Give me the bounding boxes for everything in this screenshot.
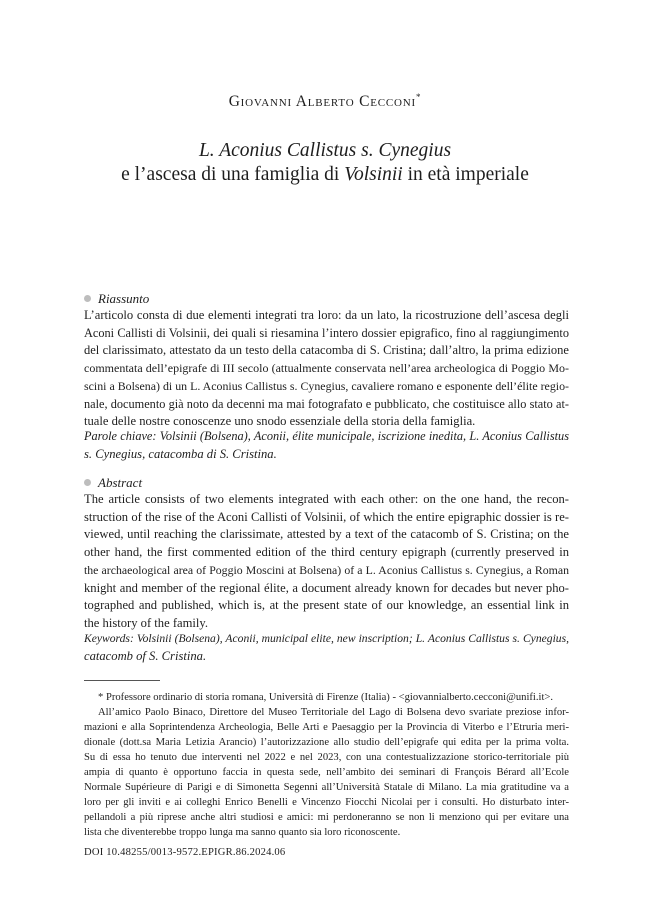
heading-text: Abstract xyxy=(98,475,143,490)
text-line: other hand, the first commented edition of the third century epigraph (currently preserved in xyxy=(84,545,569,560)
text-line: L’articolo consta di due elementi integrati tra loro: da un lato, la ricostruzione dell’ascesa degli xyxy=(84,308,569,322)
riassunto-body xyxy=(84,307,569,431)
title-text: e l’ascesa di una famiglia di xyxy=(121,164,345,185)
keyword-line: Parole chiave: Volsinii (Bolsena), Aconii, élite municipale, iscrizione inedita, L. Aconius Callistus xyxy=(84,429,569,443)
abstract-heading xyxy=(84,475,142,491)
text-line: viewed, until reaching the clarissimate, attested by a text of the catacomb of S. Cristina; on the xyxy=(84,527,569,542)
text-line: knight and member of the regional élite, a document already known for decades but never pho- xyxy=(84,580,569,595)
text-line: nale, documento già noto da decenni ma mai fotografato e pubblicato, che costituisce allo stato at- xyxy=(84,396,569,411)
text-line: tographed and published, which is, at the present state of our knowledge, an essential link in xyxy=(84,598,569,613)
text-line: tuale delle nostre conoscenze uno snodo essenziale della storia della famiglia. xyxy=(84,414,476,429)
text-line: struction of the rise of the Aconi Callisti of Volsinii, of which the entire epigraphic dossier is re- xyxy=(84,509,569,524)
text-line: commentata dell’epigrafe di III secolo (attualmente conservata nell’area archeologica di Poggio Mo- xyxy=(84,361,569,376)
footnote-line: Su di essa ho tenuto due interventi nel 2022 e nel 2023, con una contestualizzazione storico-territoriale più xyxy=(84,752,569,763)
text-line: Aconi Callisti di Volsinii, dei quali si riesamina l’intero dossier epigrafico, fino al raggiungimento xyxy=(84,325,569,340)
abstract-keywords xyxy=(84,630,569,665)
title-text: in età imperiale xyxy=(402,164,529,185)
keyword-line: Keywords: Volsinii (Bolsena), Aconii, municipal elite, new inscription; L. Aconius Callistus s. Cynegius, xyxy=(84,632,569,645)
footnote-line: ampia di quanto è opportuno faccia in questa sede, nell’ambito dei seminari di François Bérard all’Ecole xyxy=(84,767,569,778)
riassunto-heading xyxy=(84,291,149,307)
riassunto-keywords xyxy=(84,428,569,463)
footnote-line: pellandoli a più riprese anche altri studiosi e amici: mi perdoneranno se non li menziono qui per evitare una xyxy=(84,812,569,823)
footnote-line: All’amico Paolo Binaco, Direttore del Museo Territoriale del Lago di Bolsena devo svariate preziose infor- xyxy=(98,707,569,718)
text-line: del clarissimato, attestato da un testo della catacomba di S. Cristina; dall’altro, la prima edizione xyxy=(84,343,569,358)
article-title-line-2 xyxy=(0,164,650,186)
footnote-divider xyxy=(84,680,160,681)
keyword-line: s. Cynegius, catacomba di S. Cristina. xyxy=(84,446,277,461)
article-title-line-1: L. Aconius Callistus s. Cynegius xyxy=(198,140,452,161)
author-text: Giovanni Alberto Cecconi xyxy=(228,93,416,110)
bullet-icon xyxy=(84,479,91,486)
title-italic: Volsinii xyxy=(344,164,403,185)
keyword-line: catacomb of S. Cristina. xyxy=(84,648,207,663)
footnote-line: * Professore ordinario di storia romana, Università di Firenze (Italia) - <giovannialberto.cecconi@unifi.it>. xyxy=(98,692,554,703)
author-name xyxy=(0,92,650,111)
footnote-line: dionale (dott.sa Maria Letizia Arancio) l’autorizzazione allo studio dell’epigrafe qui edita per la prima volta. xyxy=(84,737,569,748)
abstract-body xyxy=(84,491,569,633)
footnote-marker: * xyxy=(416,92,422,102)
footnote-line: loro per gli inviti e ai colleghi Enrico Benelli e Vincenzo Fiocchi Nicolai per i consulti. Ho disturbato inter- xyxy=(84,797,569,808)
text-line: The article consists of two elements integrated with each other: on the one hand, the recon- xyxy=(84,492,569,506)
heading-text: Riassunto xyxy=(98,291,150,306)
text-line: the history of the family. xyxy=(84,615,209,630)
footnote-line: Normale Supérieure di Parigi e di Simonetta Segenni all’Università Statale di Milano. La mia gratitudine va a xyxy=(84,782,569,793)
bullet-icon xyxy=(84,295,91,302)
footnote xyxy=(84,690,569,840)
text-line: the archaeological area of Poggio Moscini at Bolsena) of a L. Aconius Callistus s. Cynegius, a Roman xyxy=(84,562,569,577)
doi-identifier: DOI 10.48255/0013-9572.EPIGR.86.2024.06 xyxy=(84,847,286,858)
text-line: scini a Bolsena) di un L. Aconius Callistus s. Cynegius, cavaliere romano e esponente dell’élite regio- xyxy=(84,378,569,393)
footnote-line: lista che diventerebbe troppo lunga ma sanno quanto sia loro riconoscente. xyxy=(84,827,401,838)
footnote-line: mazioni e alla Soprintendenza Archeologia, Belle Arti e Paesaggio per la Provincia di Viterbo e l’Etruria meri- xyxy=(84,722,569,733)
